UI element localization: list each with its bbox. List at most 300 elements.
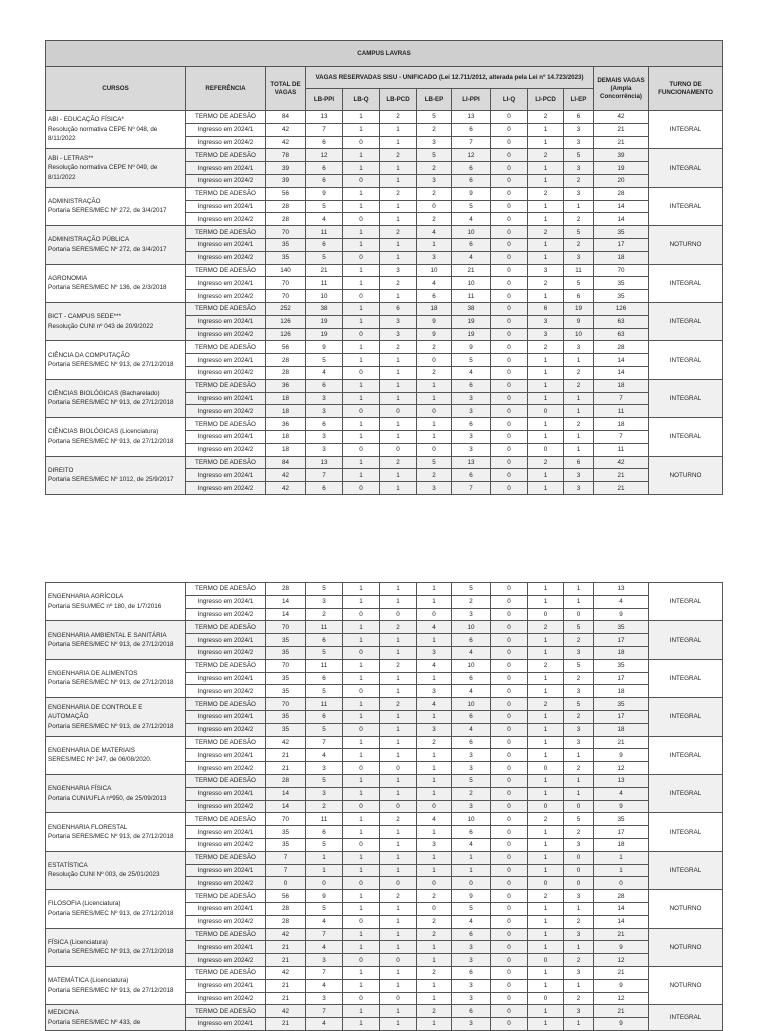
table-row	[46, 659, 723, 672]
vagas-cell: 6	[452, 469, 491, 482]
vagas-cell: 0	[491, 238, 528, 251]
course-regulation: Portaria SERES/MEC Nº 913, de 27/12/2018	[48, 437, 174, 445]
vagas-cell: 1	[528, 749, 564, 762]
vagas-cell: 3	[452, 608, 491, 621]
vagas-cell: 1	[417, 418, 452, 431]
vagas-cell: 35	[594, 226, 649, 239]
turno-cell: INTEGRAL	[649, 659, 723, 697]
turno-cell: INTEGRAL	[649, 736, 723, 774]
vagas-cell: 0	[343, 723, 380, 736]
table-row	[46, 187, 723, 200]
vagas-cell: 12	[594, 954, 649, 967]
vagas-cell: 0	[528, 954, 564, 967]
vagas-cell: 0	[343, 213, 380, 226]
table-title: CAMPUS LAVRAS	[46, 41, 723, 67]
col-header-li-pcd: LI-PCD	[528, 89, 564, 111]
vagas-cell: 1	[528, 482, 564, 495]
vagas-cell: 11	[306, 277, 343, 290]
vagas-cell: 0	[491, 685, 528, 698]
vagas-cell: 0	[491, 877, 528, 890]
vagas-cell: 6	[380, 302, 417, 315]
vagas-cell: 35	[266, 723, 306, 736]
vagas-cell: 78	[266, 149, 306, 162]
vagas-cell: 126	[266, 328, 306, 341]
vagas-cell: 9	[452, 187, 491, 200]
vagas-cell: 35	[266, 646, 306, 659]
vagas-cell: 3	[306, 443, 343, 456]
vagas-cell: 0	[528, 877, 564, 890]
vagas-cell: 1	[564, 354, 594, 367]
vagas-cell: 0	[491, 902, 528, 915]
table-row	[46, 774, 723, 787]
vagas-cell: 3	[452, 749, 491, 762]
turno-cell: INTEGRAL	[649, 813, 723, 851]
vagas-cell: 1	[564, 405, 594, 418]
vagas-cell: 1	[343, 634, 380, 647]
vagas-cell: 1	[528, 928, 564, 941]
vagas-cell: 1	[528, 200, 564, 213]
vagas-cell: 1	[528, 123, 564, 136]
referencia-cell: Ingresso em 2024/1	[186, 277, 266, 290]
vagas-cell: 12	[594, 992, 649, 1005]
vagas-cell: 1	[417, 749, 452, 762]
vagas-cell: 0	[491, 813, 528, 826]
col-header-lb-ep: LB-EP	[417, 89, 452, 111]
vagas-cell: 1	[528, 366, 564, 379]
vagas-cell: 0	[306, 877, 343, 890]
vagas-cell: 0	[491, 736, 528, 749]
vagas-cell: 1	[343, 595, 380, 608]
table-row	[46, 890, 723, 903]
vagas-cell: 1	[528, 136, 564, 149]
vagas-cell: 6	[306, 379, 343, 392]
vagas-cell: 0	[491, 162, 528, 175]
vagas-cell: 1	[528, 787, 564, 800]
col-header-lb-ppi: LB-PPI	[306, 89, 343, 111]
vagas-cell: 1	[343, 264, 380, 277]
vagas-cell: 21	[266, 954, 306, 967]
vagas-cell: 21	[452, 264, 491, 277]
vagas-cell: 28	[266, 354, 306, 367]
course-name: ENGENHARIA AMBIENTAL E SANITÁRIA	[48, 631, 167, 639]
referencia-cell: TERMO DE ADESÃO	[186, 851, 266, 864]
vagas-cell: 1	[380, 685, 417, 698]
referencia-cell: Ingresso em 2024/2	[186, 136, 266, 149]
vagas-cell: 1	[343, 379, 380, 392]
col-header-referencia: REFERÊNCIA	[186, 67, 266, 111]
course-regulation: Portaria SERES/MEC Nº 913, de 27/12/2018	[48, 948, 174, 956]
vagas-cell: 1	[417, 787, 452, 800]
vagas-cell: 1	[343, 277, 380, 290]
vagas-cell: 4	[306, 213, 343, 226]
vagas-cell: 1	[380, 1005, 417, 1018]
vagas-cell: 17	[594, 634, 649, 647]
vagas-cell: 1	[380, 595, 417, 608]
vagas-cell: 14	[266, 800, 306, 813]
vagas-cell: 3	[306, 430, 343, 443]
vagas-cell: 3	[564, 251, 594, 264]
referencia-cell: Ingresso em 2024/1	[186, 200, 266, 213]
vagas-cell: 70	[266, 813, 306, 826]
vagas-cell: 3	[452, 992, 491, 1005]
vagas-cell: 1	[452, 864, 491, 877]
vagas-cell: 1	[564, 787, 594, 800]
vagas-cell: 3	[564, 723, 594, 736]
vagas-cell: 4	[306, 366, 343, 379]
vagas-cell: 0	[491, 941, 528, 954]
vagas-cell: 0	[491, 482, 528, 495]
vagas-cell: 2	[528, 341, 564, 354]
vagas-cell: 1	[343, 749, 380, 762]
vagas-cell: 1	[380, 418, 417, 431]
referencia-cell: Ingresso em 2024/2	[186, 877, 266, 890]
vagas-cell: 0	[491, 277, 528, 290]
vagas-cell: 6	[452, 238, 491, 251]
vagas-cell: 6	[452, 418, 491, 431]
referencia-cell: TERMO DE ADESÃO	[186, 302, 266, 315]
vagas-cell: 0	[343, 174, 380, 187]
referencia-cell: Ingresso em 2024/1	[186, 979, 266, 992]
vagas-cell: 17	[594, 710, 649, 723]
vagas-cell: 3	[452, 443, 491, 456]
vagas-cell: 56	[266, 341, 306, 354]
vagas-cell: 2	[417, 736, 452, 749]
vagas-cell: 1	[528, 685, 564, 698]
vagas-cell: 4	[417, 226, 452, 239]
vagas-cell: 0	[491, 723, 528, 736]
vagas-cell: 1	[528, 418, 564, 431]
vagas-cell: 0	[491, 595, 528, 608]
course-cell	[46, 187, 186, 225]
course-regulation: Portaria SERES/MEC Nº 913, de 27/12/2018	[48, 986, 174, 994]
vagas-cell: 2	[528, 621, 564, 634]
course-cell	[46, 456, 186, 494]
vagas-cell: 5	[306, 251, 343, 264]
vagas-cell: 0	[491, 290, 528, 303]
vagas-cell: 1	[380, 583, 417, 596]
table-row	[46, 966, 723, 979]
vagas-cell: 1	[528, 826, 564, 839]
table-row	[46, 583, 723, 596]
vagas-cell: 21	[594, 928, 649, 941]
vagas-cell: 9	[594, 608, 649, 621]
vagas-cell: 2	[306, 800, 343, 813]
vagas-cell: 2	[417, 469, 452, 482]
course-regulation: Portaria SERES/MEC Nº 913, de 27/12/2018	[48, 909, 174, 917]
vagas-cell: 1	[417, 710, 452, 723]
course-name: DIREITO	[48, 466, 74, 474]
vagas-cell: 7	[306, 736, 343, 749]
col-header-cursos: CURSOS	[46, 67, 186, 111]
vagas-cell: 0	[343, 136, 380, 149]
vagas-cell: 2	[564, 710, 594, 723]
vagas-cell: 3	[528, 264, 564, 277]
vagas-cell: 39	[266, 162, 306, 175]
vagas-cell: 4	[306, 941, 343, 954]
vagas-cell: 3	[564, 136, 594, 149]
vagas-cell: 4	[306, 979, 343, 992]
vagas-cell: 35	[266, 634, 306, 647]
vagas-cell: 0	[491, 915, 528, 928]
table-row	[46, 149, 723, 162]
vagas-cell: 7	[306, 469, 343, 482]
vagas-cell: 18	[266, 405, 306, 418]
vagas-cell: 1	[564, 430, 594, 443]
vagas-cell: 6	[306, 136, 343, 149]
vagas-cell: 10	[452, 277, 491, 290]
vagas-cell: 3	[417, 174, 452, 187]
vagas-cell: 0	[417, 800, 452, 813]
vagas-cell: 1	[343, 890, 380, 903]
vagas-cell: 4	[452, 723, 491, 736]
referencia-cell: Ingresso em 2024/1	[186, 864, 266, 877]
vagas-cell: 2	[380, 277, 417, 290]
vagas-cell: 10	[452, 659, 491, 672]
vagas-cell: 1	[343, 774, 380, 787]
vagas-cell: 1	[343, 941, 380, 954]
vagas-cell: 1	[343, 302, 380, 315]
table-row	[46, 928, 723, 941]
vagas-cell: 3	[452, 405, 491, 418]
vagas-cell: 1	[417, 392, 452, 405]
vagas-cell: 0	[491, 966, 528, 979]
table-row	[46, 111, 723, 124]
vagas-cell: 21	[266, 979, 306, 992]
vagas-cell: 70	[266, 659, 306, 672]
course-regulation: Resolução normativa CEPE Nº 049, de 8/11/2022	[48, 164, 158, 181]
vagas-cell: 14	[266, 787, 306, 800]
vagas-cell: 1	[417, 979, 452, 992]
vagas-cell: 1	[343, 238, 380, 251]
vagas-cell: 2	[564, 672, 594, 685]
col-header-total: TOTAL DE VAGAS	[266, 67, 306, 111]
course-name: ENGENHARIA DE MATERIAIS	[48, 746, 136, 754]
vagas-cell: 1	[564, 595, 594, 608]
vagas-cell: 42	[266, 736, 306, 749]
vagas-cell: 1	[380, 979, 417, 992]
col-header-li-ppi: LI-PPI	[452, 89, 491, 111]
vagas-cell: 28	[266, 366, 306, 379]
vagas-cell: 0	[491, 418, 528, 431]
vagas-cell: 1	[564, 902, 594, 915]
vagas-cell: 5	[564, 149, 594, 162]
vagas-cell: 0	[491, 405, 528, 418]
vagas-cell: 3	[417, 723, 452, 736]
vagas-cell: 42	[266, 482, 306, 495]
vagas-cell: 0	[343, 838, 380, 851]
course-name: CIÊNCIAS BIOLÓGICAS (Bacharelado)	[48, 389, 160, 397]
table-row	[46, 851, 723, 864]
vagas-cell: 0	[528, 608, 564, 621]
course-regulation: Portaria SERES/MEC Nº 913, de 27/12/2018	[48, 833, 174, 841]
vagas-cell: 10	[452, 621, 491, 634]
vagas-cell: 3	[306, 992, 343, 1005]
vagas-cell: 2	[528, 277, 564, 290]
vagas-cell: 2	[564, 379, 594, 392]
vagas-cell: 4	[452, 366, 491, 379]
vagas-cell: 0	[491, 341, 528, 354]
vagas-cell: 1	[380, 826, 417, 839]
vagas-cell: 28	[594, 890, 649, 903]
vagas-cell: 1	[380, 162, 417, 175]
course-cell	[46, 583, 186, 621]
vagas-cell: 1	[528, 1005, 564, 1018]
vagas-cell: 0	[417, 902, 452, 915]
vagas-cell: 1	[417, 238, 452, 251]
vagas-cell: 84	[266, 111, 306, 124]
referencia-cell: Ingresso em 2024/1	[186, 238, 266, 251]
vagas-cell: 5	[306, 838, 343, 851]
course-cell	[46, 418, 186, 456]
vagas-cell: 1	[380, 200, 417, 213]
col-header-turno: TURNO DE FUNCIONAMENTO	[649, 67, 723, 111]
vagas-cell: 2	[564, 954, 594, 967]
vagas-cell: 5	[306, 646, 343, 659]
vagas-cell: 70	[594, 264, 649, 277]
vagas-cell: 1	[343, 418, 380, 431]
turno-cell: NOTURNO	[649, 226, 723, 264]
vagas-cell: 1	[417, 941, 452, 954]
vagas-cell: 13	[594, 583, 649, 596]
turno-cell: INTEGRAL	[649, 418, 723, 456]
vagas-cell: 5	[417, 149, 452, 162]
course-cell	[46, 890, 186, 928]
table-row	[46, 341, 723, 354]
vagas-cell: 11	[306, 226, 343, 239]
vagas-cell: 3	[417, 482, 452, 495]
vagas-cell: 1	[343, 149, 380, 162]
vagas-cell: 1	[564, 392, 594, 405]
vagas-cell: 0	[343, 762, 380, 775]
vagas-cell: 0	[343, 646, 380, 659]
vagas-cell: 0	[491, 800, 528, 813]
referencia-cell: Ingresso em 2024/1	[186, 123, 266, 136]
vagas-cell: 2	[380, 187, 417, 200]
vagas-cell: 5	[564, 659, 594, 672]
vagas-cell: 0	[528, 762, 564, 775]
vagas-cell: 12	[594, 762, 649, 775]
vagas-cell: 14	[594, 213, 649, 226]
vagas-cell: 1	[343, 672, 380, 685]
vagas-cell: 3	[417, 136, 452, 149]
referencia-cell: Ingresso em 2024/2	[186, 685, 266, 698]
vagas-cell: 1	[343, 187, 380, 200]
vagas-cell: 1	[380, 482, 417, 495]
vagas-cell: 4	[306, 1018, 343, 1031]
referencia-cell: TERMO DE ADESÃO	[186, 698, 266, 711]
vagas-cell: 42	[594, 111, 649, 124]
vagas-cell: 0	[380, 608, 417, 621]
vagas-cell: 19	[594, 162, 649, 175]
vagas-cell: 0	[491, 710, 528, 723]
table-row	[46, 379, 723, 392]
vagas-cell: 21	[594, 123, 649, 136]
vagas-cell: 1	[417, 762, 452, 775]
vagas-cell: 1	[343, 698, 380, 711]
course-regulation: Resolução CUNI Nº 003, de 25/01/2023	[48, 871, 160, 879]
vagas-cell: 0	[491, 174, 528, 187]
turno-cell: INTEGRAL	[649, 264, 723, 302]
vagas-cell: 1	[528, 1018, 564, 1031]
vagas-cell: 4	[594, 595, 649, 608]
vagas-cell: 1	[343, 430, 380, 443]
referencia-cell: TERMO DE ADESÃO	[186, 149, 266, 162]
course-name: ABI - EDUCAÇÃO FÍSICA*	[48, 116, 124, 124]
vagas-cell: 11	[594, 443, 649, 456]
vagas-cell: 0	[343, 608, 380, 621]
vagas-cell: 0	[417, 354, 452, 367]
vagas-cell: 19	[452, 328, 491, 341]
vagas-cell: 2	[528, 813, 564, 826]
vagas-cell: 1	[528, 941, 564, 954]
vagas-cell: 6	[564, 456, 594, 469]
referencia-cell: TERMO DE ADESÃO	[186, 187, 266, 200]
referencia-cell: TERMO DE ADESÃO	[186, 774, 266, 787]
course-name: ENGENHARIA DE CONTROLE E AUTOMAÇÃO	[48, 703, 143, 721]
vagas-cell: 56	[266, 187, 306, 200]
referencia-cell: Ingresso em 2024/1	[186, 672, 266, 685]
vagas-cell: 1	[528, 469, 564, 482]
vagas-cell: 10	[306, 290, 343, 303]
vagas-cell: 3	[452, 762, 491, 775]
vagas-cell: 1	[380, 290, 417, 303]
vagas-cell: 11	[306, 698, 343, 711]
vagas-cell: 1	[380, 379, 417, 392]
vagas-cell: 1	[417, 595, 452, 608]
referencia-cell: TERMO DE ADESÃO	[186, 928, 266, 941]
vagas-cell: 1	[528, 710, 564, 723]
vagas-cell: 70	[266, 621, 306, 634]
table-row	[46, 264, 723, 277]
course-name: ENGENHARIA AGRÍCOLA	[48, 593, 124, 601]
vagas-cell: 28	[266, 774, 306, 787]
course-cell	[46, 659, 186, 697]
course-regulation: Portaria SERES/MEC Nº 913, de 27/12/2018	[48, 679, 174, 687]
referencia-cell: Ingresso em 2024/1	[186, 941, 266, 954]
vagas-cell: 1	[343, 123, 380, 136]
vagas-cell: 0	[417, 877, 452, 890]
vagas-cell: 1	[528, 251, 564, 264]
vagas-cell: 7	[452, 482, 491, 495]
vagas-table-continuation	[45, 582, 723, 1031]
vagas-cell: 1	[343, 864, 380, 877]
course-cell	[46, 928, 186, 966]
vagas-cell: 2	[528, 226, 564, 239]
vagas-cell: 35	[594, 621, 649, 634]
vagas-cell: 2	[564, 213, 594, 226]
referencia-cell: Ingresso em 2024/1	[186, 595, 266, 608]
vagas-cell: 2	[417, 890, 452, 903]
vagas-cell: 0	[491, 392, 528, 405]
vagas-cell: 21	[266, 941, 306, 954]
vagas-cell: 3	[564, 469, 594, 482]
vagas-cell: 1	[343, 966, 380, 979]
vagas-cell: 35	[594, 290, 649, 303]
vagas-cell: 70	[266, 226, 306, 239]
referencia-cell: Ingresso em 2024/2	[186, 992, 266, 1005]
vagas-cell: 2	[380, 698, 417, 711]
vagas-cell: 0	[343, 954, 380, 967]
course-cell	[46, 264, 186, 302]
vagas-cell: 1	[380, 902, 417, 915]
vagas-cell: 38	[452, 302, 491, 315]
vagas-cell: 0	[491, 928, 528, 941]
vagas-cell: 6	[452, 162, 491, 175]
vagas-cell: 1	[343, 928, 380, 941]
vagas-cell: 1	[306, 864, 343, 877]
table-row	[46, 456, 723, 469]
vagas-cell: 0	[528, 992, 564, 1005]
